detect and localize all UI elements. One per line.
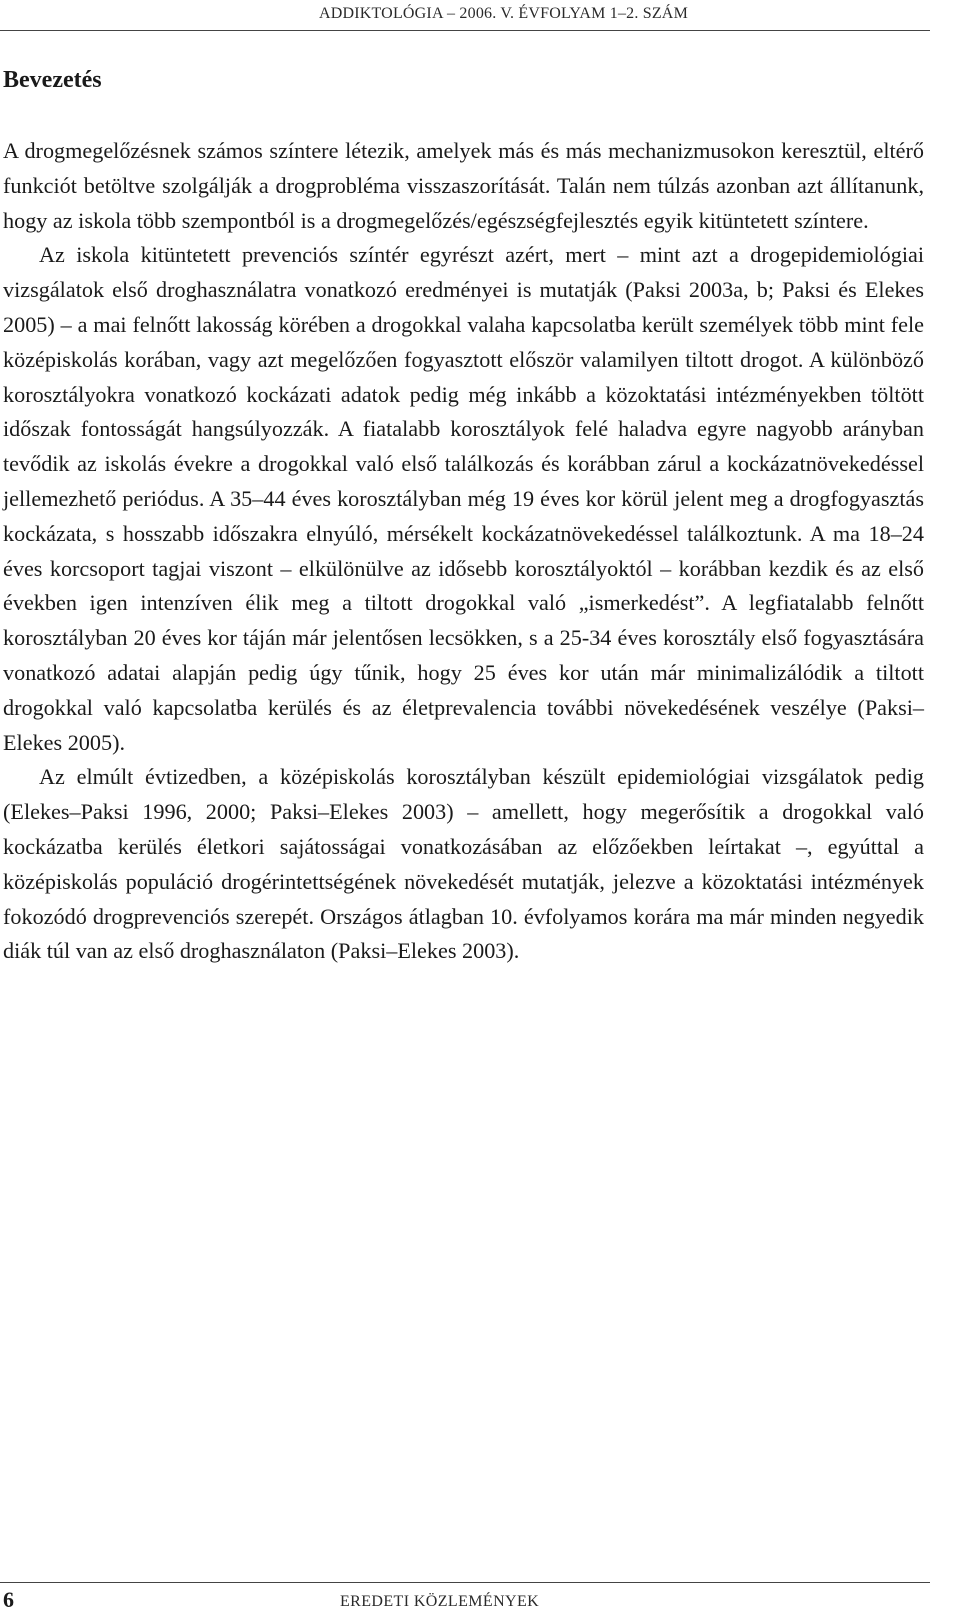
page-number: 6 [3, 1587, 14, 1612]
paragraph-2: Az iskola kitüntetett prevenciós színtér egyrészt azért, mert – mint azt a drogepidemiológiai vizsgálatok első droghasználatra vonatkozó eredményei is mutatják (Paksi 2003a, b; Paksi és Elekes 2005) – a mai felnőtt lakosság körében a drogokkal valaha kapcsolatba került személyek több mint fele középiskolás korában, vagy azt megelőzően fogyasztott először valamilyen tiltott drogot. A különböző korosztályokra vonatkozó kockázati adatok pedig még inkább a közoktatási intézményekben töltött időszak fontosságát hangsúlyozzák. A fiatalabb korosztályok felé haladva egyre nagyobb arányban tevődik az iskolás évekre a drogokkal való első találkozás és korábban zárul a kockázatnövekedéssel jellemezhető periódus. A 35–44 éves korosztályban még 19 éves kor körül jelent meg a drogfogyasztás kockázata, s hosszabb időszakra elnyúló, mérsékelt kockázatnövekedéssel találkoztunk. A ma 18–24 éves korcsoport tagjai viszont – elkülönülve az idősebb korosztályoktól – korábban kezdik és az első években igen intenzíven élik meg a tiltott drogokkal való „ismerkedést”. A legfiatalabb felnőtt korosztályban 20 éves kor táján már jelentősen lecsökken, s a 25-34 éves korosztály első fogyasztására vonatkozó adatai alapján pedig úgy tűnik, hogy 25 éves kor után már minimalizálódik a tiltott drogokkal való kapcsolatba kerülés és az életprevalencia további növekedésének veszélye (Paksi–Elekes 2005). [3, 242, 924, 755]
body-text [3, 134, 924, 969]
page-footer [0, 1582, 930, 1613]
paragraph-1: A drogmegelőzésnek számos színtere létezik, amelyek más és más mechanizmusokon keresztül, eltérő funkciót betöltve szolgálják a drogprobléma visszaszorítását. Talán nem túlzás azonban azt állítanunk, hogy az iskola több szempontból is a drogmegelőzés/egészségfejlesztés egyik kitüntetett színtere. [3, 138, 924, 233]
footer-section-label: EREDETI KÖZLEMÉNYEK [340, 1593, 540, 1610]
section-heading: Bevezetés [3, 67, 102, 93]
journal-title: ADDIKTOLÓGIA – 2006. V. ÉVFOLYAM 1–2. SZÁM [318, 5, 688, 22]
running-header [0, 0, 930, 31]
paragraph-3: Az elmúlt évtizedben, a középiskolás korosztályban készült epidemiológiai vizsgálatok pedig (Elekes–Paksi 1996, 2000; Paksi–Elekes 2003) – amellett, hogy megerősítik a drogokkal való kockázatba kerülés életkori sajátosságai vonatkozásában az előzőekben leírtakat –, egyúttal a középiskolás populáció drogérintettségének növekedését mutatják, jelezve a közoktatási intézmények fokozódó drogprevenciós szerepét. Országos átlagban 10. évfolyamos korára ma már minden negyedik diák túl van az első droghasználaton (Paksi–Elekes 2003). [3, 764, 924, 964]
